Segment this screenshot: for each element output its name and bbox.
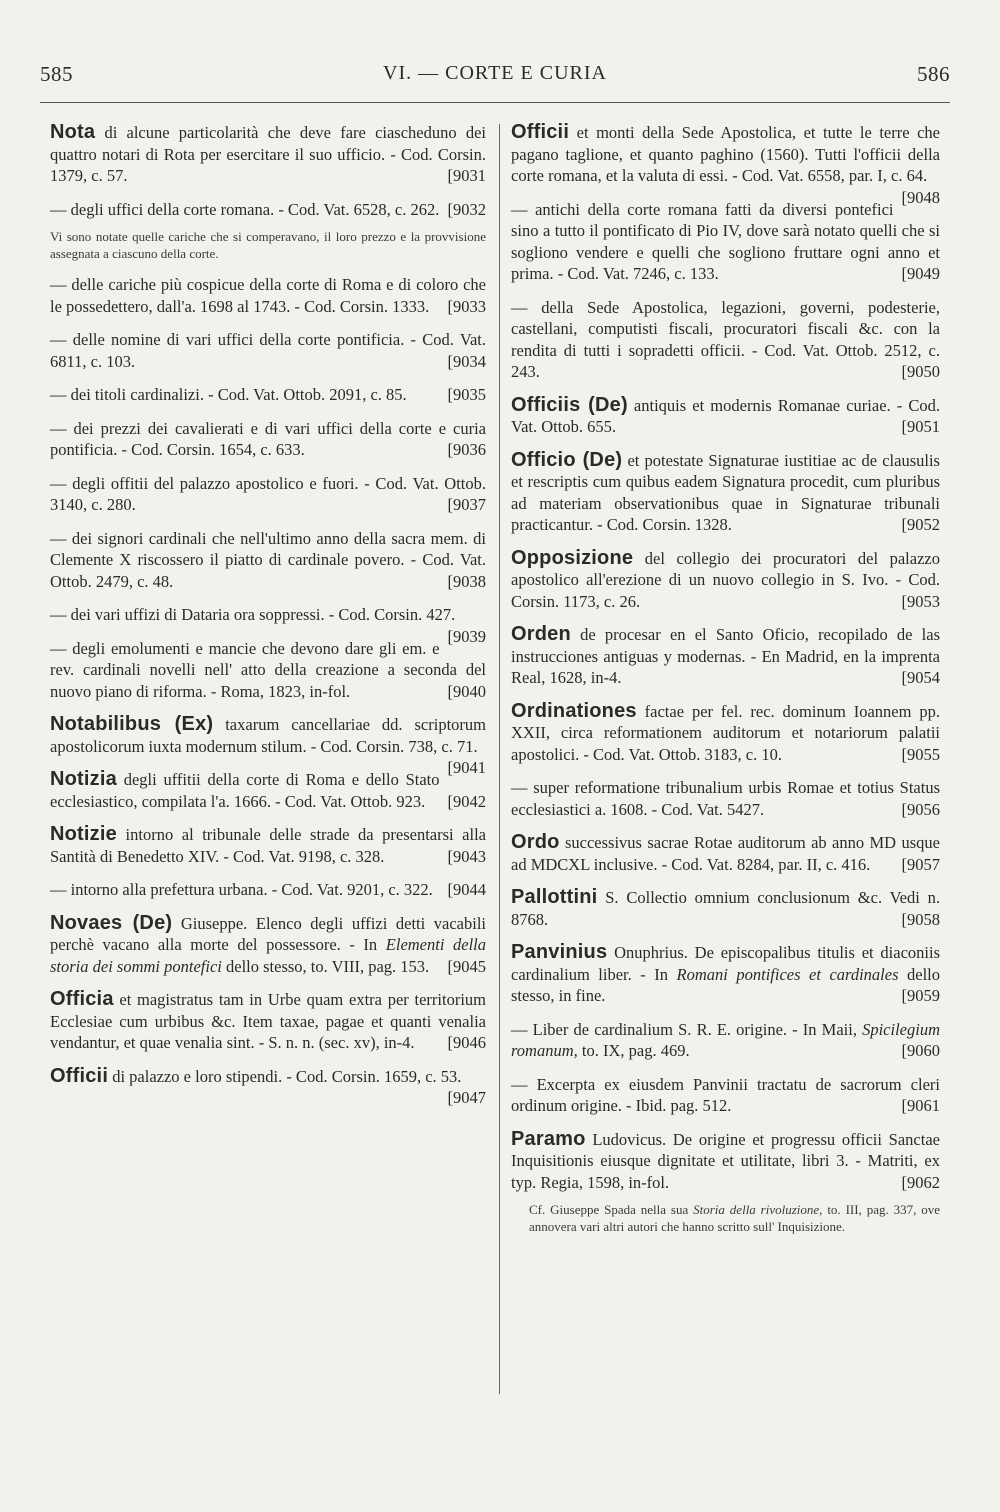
entry-number: [9060 bbox=[901, 1041, 940, 1060]
entry-text-continued: dello stesso, to. VIII, pag. 153. bbox=[221, 956, 430, 976]
right-column bbox=[511, 122, 940, 1247]
entry-number: [9049 bbox=[901, 264, 940, 283]
entry-headword: Panvinius bbox=[511, 941, 608, 963]
entry-number: [9047 bbox=[447, 1088, 486, 1107]
catalog-entry bbox=[50, 329, 486, 372]
entry-number: [9056 bbox=[901, 799, 940, 819]
entry-headword: Notabilibus (Ex) bbox=[50, 713, 214, 735]
entry-text: — super reformatione tribunalium urbis Romae et totius Status ecclesiastici a. 1608. - Cod. Vat. 5427. bbox=[511, 778, 940, 819]
entry-headword: Novaes (De) bbox=[50, 911, 173, 934]
catalog-entry bbox=[50, 1064, 486, 1107]
entry-text: de procesar en el Santo Oficio, recopilado de las instrucciones antiguas y modernas. - En Madrid, en la imprenta Real, 1628, in-4. bbox=[511, 625, 940, 687]
entry-text: Ludovicus. De origine et progressu officii Sanctae Inquisitionis eiusque dignitate et utilitate, libri 3. - Matriti, ex typ. Regia, 1598, in-fol. bbox=[511, 1129, 940, 1192]
catalog-entry bbox=[50, 604, 486, 646]
entry-headword: Officii bbox=[511, 121, 570, 143]
entry-headword: Ordinationes bbox=[511, 699, 637, 722]
catalog-entry bbox=[511, 1019, 940, 1062]
entry-text: — delle cariche più cospicue della corte di Roma e di coloro che le possedettero, dall'a. 1698 al 1743. - Cod. Corsin. 1333. bbox=[50, 275, 486, 316]
note-text: Vi sono notate quelle cariche che si comperavano, il loro prezzo e la provvisione assegnata a ciascuno della corte. bbox=[50, 229, 486, 261]
entry-text: — dei prezzi dei cavalierati e di vari uffici della corte e curia pontificia. - Cod. Corsin. 1654, c. 633. bbox=[50, 418, 486, 459]
entry-number: [9033 bbox=[447, 296, 486, 316]
catalog-entry bbox=[50, 913, 486, 978]
entry-note bbox=[50, 228, 486, 262]
header-rule bbox=[40, 102, 950, 103]
entry-text-continued: dello stesso, in fine. bbox=[511, 964, 940, 1005]
entry-number: [9034 bbox=[447, 351, 486, 371]
catalog-entry bbox=[50, 824, 486, 867]
entry-text: taxarum cancellariae dd. scriptorum apostolicorum iuxta modernum stilum. - Cod. Corsin. 738, c. 71. bbox=[50, 715, 486, 756]
page-number-right: 586 bbox=[917, 62, 950, 86]
entry-headword: Orden bbox=[511, 623, 571, 645]
entry-number: [9038 bbox=[447, 571, 486, 591]
entry-text: — antichi della corte romana fatti da diversi pontefici sino a tutto il pontificato di Pio IV, dove sarà notato quelli che si sogliono vendere e quelli che sogliono fruttare ogni anno et prima. - Cod. Vat. 7246, c. 133. bbox=[511, 199, 940, 283]
entry-number: [9050 bbox=[901, 362, 940, 381]
entry-number: [9062 bbox=[901, 1172, 940, 1192]
note-text: Cf. Giuseppe Spada nella sua bbox=[529, 1202, 694, 1217]
entry-text: et potestate Signaturae iustitiae ac de clausulis et rescriptis cum quibus eadem Signatura procedit, cum pluribus ad materiam observationibus quae in Signaturae tribunali practicantur. - Cod. Corsin. 1328. bbox=[511, 450, 940, 534]
entry-number: [9044 bbox=[447, 880, 486, 899]
catalog-entry bbox=[511, 701, 940, 766]
catalog-entry bbox=[50, 638, 486, 703]
catalog-entry bbox=[511, 121, 940, 207]
catalog-entry bbox=[511, 297, 940, 383]
entry-text: Onuphrius. De episcopalibus titulis et diaconiis cardinalium liber. - In bbox=[511, 943, 940, 984]
entry-number: [9042 bbox=[447, 791, 486, 811]
catalog-entry bbox=[50, 122, 486, 187]
entry-headword: Officiis (De) bbox=[511, 393, 628, 416]
catalog-entry bbox=[50, 473, 486, 516]
entry-number: [9043 bbox=[447, 846, 486, 866]
catalog-entry bbox=[50, 989, 486, 1054]
entry-text: et monti della Sede Apostolica, et tutte le terre che pagano taglione, et quanto paghino (1560). Tutti l'officii della corte romana, et la valuta di essi. - Cod. Vat. 6558, par. I, c. 64. bbox=[511, 123, 940, 185]
catalog-entry bbox=[50, 713, 486, 777]
page-number-left: 585 bbox=[40, 62, 73, 86]
entry-number: [9031 bbox=[447, 166, 486, 185]
catalog-entry bbox=[50, 199, 486, 221]
entry-number: [9048 bbox=[901, 187, 940, 207]
entry-number: [9052 bbox=[901, 515, 940, 534]
entry-text: successivus sacrae Rotae auditorum ab anno MD usque ad MDCXL inclusive. - Cod. Vat. 8284, par. II, c. 416. bbox=[511, 833, 940, 874]
entry-number: [9057 bbox=[901, 854, 940, 874]
entry-number: [9051 bbox=[901, 417, 940, 436]
entry-text: intorno al tribunale delle strade da presentarsi alla Santità di Benedetto XIV. - Cod. Vat. 9198, c. 328. bbox=[50, 825, 486, 866]
page-header bbox=[40, 62, 950, 96]
catalog-entry bbox=[50, 879, 486, 901]
entry-number: [9035 bbox=[447, 385, 486, 404]
entry-text: — dei vari uffizi di Dataria ora soppressi. - Cod. Corsin. 427. bbox=[50, 605, 456, 624]
entry-number: [9037 bbox=[447, 495, 486, 514]
note-text-continued: to. III, pag. 337, ove annovera vari altri autori che hanno scritto sull' Inquisizione. bbox=[529, 1202, 940, 1234]
entry-number: [9040 bbox=[447, 681, 486, 701]
entry-headword: Opposizione bbox=[511, 546, 634, 569]
entry-text: — della Sede Apostolica, legazioni, governi, podesterie, castellani, computisti fiscali, procuratori fiscali &c. con la rendita di tutti i sopradetti officii. - Cod. Vat. Ottob. 2512, c. 243. bbox=[511, 297, 940, 381]
entry-text: — dei titoli cardinalizi. - Cod. Vat. Ottob. 2091, c. 85. bbox=[50, 385, 407, 404]
entry-number: [9054 bbox=[901, 668, 940, 687]
entry-number: [9058 bbox=[901, 909, 940, 929]
entry-number: [9055 bbox=[901, 744, 940, 764]
left-column bbox=[50, 122, 486, 1109]
entry-headword: Ordo bbox=[511, 831, 560, 853]
entry-number: [9039 bbox=[447, 626, 486, 646]
entry-text: del collegio dei procuratori del palazzo apostolico all'erezione di un nuovo collegio in S. Ivo. - Cod. Corsin. 1173, c. 26. bbox=[511, 548, 940, 611]
entry-headword: Notizie bbox=[50, 823, 117, 845]
entry-text: — Liber de cardinalium S. R. E. origine. - In Maii, bbox=[511, 1019, 863, 1039]
entry-number: [9036 bbox=[447, 440, 486, 459]
catalog-entry bbox=[50, 769, 486, 812]
entry-text: — degli emolumenti e mancie che devono dare gli em. e rev. cardinali novelli nell' atto della creazione a seconda del nuovo piano di riforma. - Roma, 1823, in-fol. bbox=[50, 638, 486, 701]
entry-number: [9045 bbox=[447, 956, 486, 976]
entry-text: antiquis et modernis Romanae curiae. - Cod. Vat. Ottob. 655. bbox=[511, 395, 940, 436]
entry-text: — degli offitii del palazzo apostolico e fuori. - Cod. Vat. Ottob. 3140, c. 280. bbox=[50, 473, 486, 514]
catalog-entry bbox=[50, 274, 486, 317]
catalog-entry bbox=[511, 832, 940, 875]
catalog-entry bbox=[511, 624, 940, 689]
catalog-entry bbox=[50, 384, 486, 406]
entry-text: — intorno alla prefettura urbana. - Cod. Vat. 9201, c. 322. bbox=[50, 880, 433, 899]
entry-number: [9059 bbox=[901, 986, 940, 1005]
catalog-entry bbox=[511, 199, 940, 285]
catalog-entry bbox=[50, 528, 486, 593]
entry-text: factae per fel. rec. dominum Ioannem pp. XXII, circa reformationem auditorum et notariorum palatii apostolici. - Cod. Vat. Ottob. 3183, c. 10. bbox=[511, 701, 940, 764]
entry-number: [9061 bbox=[901, 1096, 940, 1115]
entry-text: — delle nomine di vari uffici della corte pontificia. - Cod. Vat. 6811, c. 103. bbox=[50, 330, 486, 371]
catalog-entry bbox=[511, 942, 940, 1007]
entry-text: — dei signori cardinali che nell'ultimo anno della sacra mem. di Clemente X riscossero il piatto di cardinale povero. - Cod. Vat. Ottob. 2479, c. 48. bbox=[50, 528, 486, 591]
entry-text: — degli uffici della corte romana. - Cod. Vat. 6528, c. 262. bbox=[50, 199, 440, 219]
entry-number: [9041 bbox=[447, 758, 486, 777]
catalog-entry bbox=[511, 777, 940, 820]
entry-text: S. Collectio omnium conclusionum &c. Vedi n. 8768. bbox=[511, 888, 940, 929]
entry-headword: Paramo bbox=[511, 1127, 586, 1150]
entry-italic-title: Elementi della storia dei sommi pontefici bbox=[50, 935, 487, 976]
catalog-entry bbox=[511, 1129, 940, 1194]
catalog-entry bbox=[511, 1074, 940, 1117]
column-divider bbox=[499, 124, 500, 1394]
catalog-entry bbox=[50, 418, 486, 461]
entry-number: [9053 bbox=[901, 591, 940, 611]
entry-headword: Notizia bbox=[50, 768, 117, 790]
entry-headword: Pallottini bbox=[511, 886, 598, 908]
entry-text: Giuseppe. Elenco degli uffizi detti vacabili perchè vacano alla morte del possessore. - In bbox=[50, 913, 487, 954]
entry-text-continued: to. IX, pag. 469. bbox=[577, 1041, 690, 1060]
entry-headword: Officii bbox=[50, 1064, 109, 1087]
entry-text: di palazzo e loro stipendi. - Cod. Corsin. 1659, c. 53. bbox=[108, 1066, 462, 1086]
entry-text: di alcune particolarità che deve fare ciascheduno dei quattro notari di Rota per esercitare il suo ufficio. - Cod. Corsin. 1379, c. 57. bbox=[50, 123, 486, 185]
entry-text: degli uffitii della corte di Roma e dello Stato ecclesiastico, compilata l'a. 1666. - Cod. Vat. Ottob. 923. bbox=[50, 770, 440, 811]
entry-headword: Nota bbox=[50, 121, 96, 143]
entry-number: [9032 bbox=[447, 199, 486, 219]
entry-number: [9046 bbox=[447, 1033, 486, 1052]
catalog-entry bbox=[511, 887, 940, 930]
entry-note bbox=[511, 1201, 940, 1235]
note-italic-title: Storia della rivoluzione, bbox=[693, 1202, 823, 1217]
entry-text: — Excerpta ex eiusdem Panvinii tractatu de sacrorum cleri ordinum origine. - Ibid. pag. 512. bbox=[511, 1074, 940, 1115]
catalog-entry bbox=[511, 548, 940, 613]
running-title: VI. — CORTE E CURIA bbox=[383, 62, 607, 84]
entry-italic-title: Spicilegium romanum, bbox=[511, 1019, 940, 1060]
catalog-entry bbox=[511, 450, 940, 536]
entry-text: et magistratus tam in Urbe quam extra per territorium Ecclesiae cum urbibus &c. Item taxae, pagae et quanti venalia vendantur, et quae venalia sint. - S. n. n. (sec. xv), in-4. bbox=[50, 990, 486, 1052]
entry-italic-title: Romani pontifices et cardinales bbox=[676, 964, 899, 984]
entry-headword: Officia bbox=[50, 988, 114, 1010]
catalog-entry bbox=[511, 395, 940, 438]
entry-headword: Officio (De) bbox=[511, 448, 623, 471]
